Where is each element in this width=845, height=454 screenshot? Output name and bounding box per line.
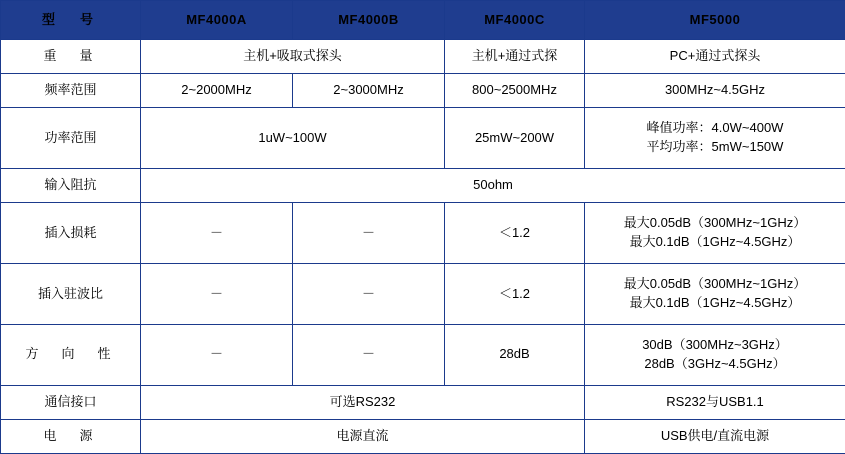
table-cell: PC+通过式探头 bbox=[585, 40, 845, 74]
table-cell: － bbox=[141, 324, 293, 385]
header-cell-model-4: MF5000 bbox=[585, 1, 845, 40]
table-cell: 电源直流 bbox=[141, 419, 585, 453]
row-label: 重 量 bbox=[1, 40, 141, 74]
table-cell: 1uW~100W bbox=[141, 108, 445, 169]
table-cell: － bbox=[141, 203, 293, 264]
table-cell: 可选RS232 bbox=[141, 385, 585, 419]
table-cell: RS232与USB1.1 bbox=[585, 385, 845, 419]
cell-line: 28dB（3GHz~4.5GHz） bbox=[644, 355, 786, 371]
header-cell-model-label: 型 号 bbox=[1, 1, 141, 40]
header-row bbox=[1, 1, 845, 40]
table-cell: 50ohm bbox=[141, 169, 845, 203]
table-cell: 主机+吸取式探头 bbox=[141, 40, 445, 74]
cell-line: 最大0.1dB（1GHz~4.5GHz） bbox=[629, 234, 801, 249]
header-cell-model-1: MF4000A bbox=[141, 1, 293, 40]
row-label: 插入损耗 bbox=[1, 203, 141, 264]
table-cell bbox=[585, 324, 845, 385]
table-row bbox=[1, 203, 845, 264]
table-row bbox=[1, 74, 845, 108]
row-label: 输入阻抗 bbox=[1, 169, 141, 203]
table-cell bbox=[585, 108, 845, 169]
table-cell: 28dB bbox=[445, 324, 585, 385]
cell-line: 平均功率：5mW~150W bbox=[646, 139, 784, 155]
table-body bbox=[1, 40, 845, 454]
table-row bbox=[1, 169, 845, 203]
table-cell: 2~3000MHz bbox=[293, 74, 445, 108]
table-cell bbox=[585, 203, 845, 264]
table-cell: ＜1.2 bbox=[445, 203, 585, 264]
row-label: 方 向 性 bbox=[1, 324, 141, 385]
table-cell: USB供电/直流电源 bbox=[585, 419, 845, 453]
table-cell: － bbox=[141, 263, 293, 324]
row-label: 通信接口 bbox=[1, 385, 141, 419]
table-row bbox=[1, 419, 845, 453]
table-cell: 300MHz~4.5GHz bbox=[585, 74, 845, 108]
cell-line: 最大0.05dB（300MHz~1GHz） bbox=[623, 215, 807, 231]
table-row bbox=[1, 324, 845, 385]
cell-line: 峰值功率：4.0W~400W bbox=[646, 120, 784, 136]
table-cell: 800~2500MHz bbox=[445, 74, 585, 108]
table-cell: 2~2000MHz bbox=[141, 74, 293, 108]
table-cell: 25mW~200W bbox=[445, 108, 585, 169]
header-cell-model-3: MF4000C bbox=[445, 1, 585, 40]
table-row bbox=[1, 385, 845, 419]
table-row bbox=[1, 108, 845, 169]
cell-line: 最大0.1dB（1GHz~4.5GHz） bbox=[629, 294, 801, 310]
table-header bbox=[1, 1, 845, 40]
table-row bbox=[1, 40, 845, 74]
table-cell: ＜1.2 bbox=[445, 263, 585, 324]
table-cell: － bbox=[293, 324, 445, 385]
row-label: 功率范围 bbox=[1, 108, 141, 169]
row-label: 频率范围 bbox=[1, 74, 141, 108]
table-row bbox=[1, 263, 845, 324]
table-cell: － bbox=[293, 263, 445, 324]
cell-line: 30dB（300MHz~3GHz） bbox=[642, 337, 788, 353]
cell-line: 最大0.05dB（300MHz~1GHz） bbox=[623, 276, 807, 292]
header-cell-model-2: MF4000B bbox=[293, 1, 445, 40]
row-label: 插入驻波比 bbox=[1, 263, 141, 324]
table-cell bbox=[585, 263, 845, 324]
table-cell: － bbox=[293, 203, 445, 264]
row-label: 电 源 bbox=[1, 419, 141, 453]
table-cell: 主机+通过式探 bbox=[445, 40, 585, 74]
